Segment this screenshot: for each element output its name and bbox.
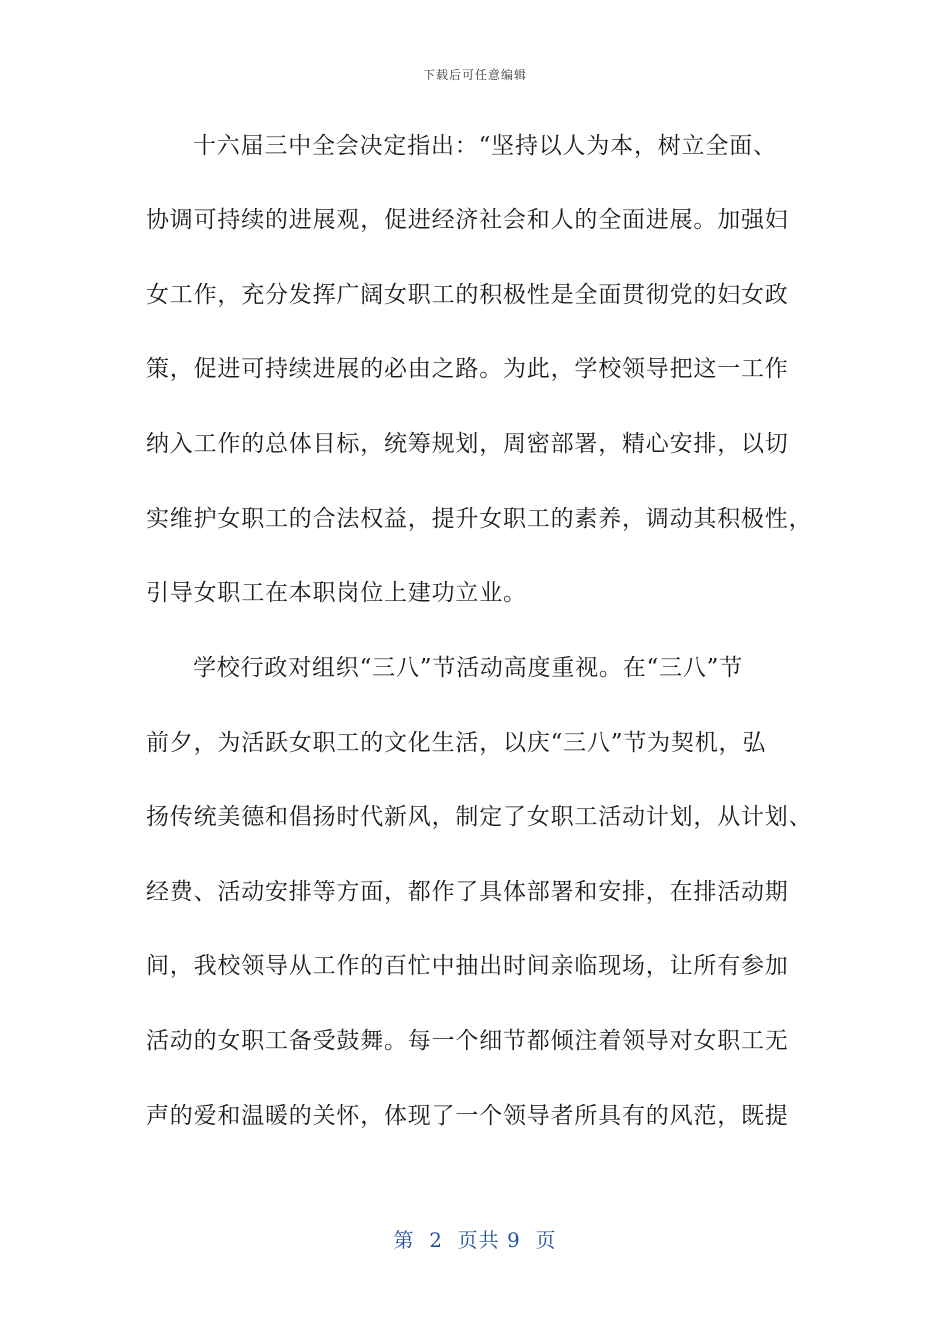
paragraph-1-line-6: 实维护女职工的合法权益，提升女职工的素养，调动其积极性， — [146, 506, 813, 532]
paragraph-1-line-1: 十六届三中全会决定指出：“坚持以人为本，树立全面、 — [193, 133, 777, 159]
paragraph-2-line-2: 前夕，为活跃女职工的文化生活，以庆“三八”节为契机，弘 — [146, 730, 767, 756]
paragraph-1-line-4: 策，促进可持续进展的必由之路。为此，学校领导把这一工作 — [146, 356, 789, 382]
paragraph-2-line-1: 学校行政对组织“三八”节活动高度重视。在“三八”节 — [193, 655, 744, 681]
paragraph-1-line-7: 引导女职工在本职岗位上建功立业。 — [146, 580, 527, 606]
paragraph-1-line-2: 协调可持续的进展观，促进经济社会和人的全面进展。加强妇 — [146, 207, 789, 233]
paragraph-1-line-5: 纳入工作的总体目标，统筹规划，周密部署，精心安排，以切 — [146, 431, 789, 457]
paragraph-2-line-4: 经费、活动安排等方面，都作了具体部署和安排，在排活动期 — [146, 879, 789, 905]
paragraph-2-line-3: 扬传统美德和倡扬时代新风，制定了女职工活动计划，从计划、 — [146, 804, 813, 830]
paragraph-1-line-3: 女工作，充分发挥广阔女职工的积极性是全面贯彻党的妇女政 — [146, 282, 789, 308]
paragraph-2-line-7: 声的爱和温暖的关怀，体现了一个领导者所具有的风范，既提 — [146, 1103, 789, 1129]
paragraph-2-line-5: 间，我校领导从工作的百忙中抽出时间亲临现场，让所有参加 — [146, 953, 789, 979]
paragraph-2-line-6: 活动的女职工备受鼓舞。每一个细节都倾注着领导对女职工无 — [146, 1028, 789, 1054]
header-note: 下载后可任意编辑 — [422, 68, 527, 82]
page-number-footer: 第 2 页共 9 页 — [393, 1228, 557, 1252]
